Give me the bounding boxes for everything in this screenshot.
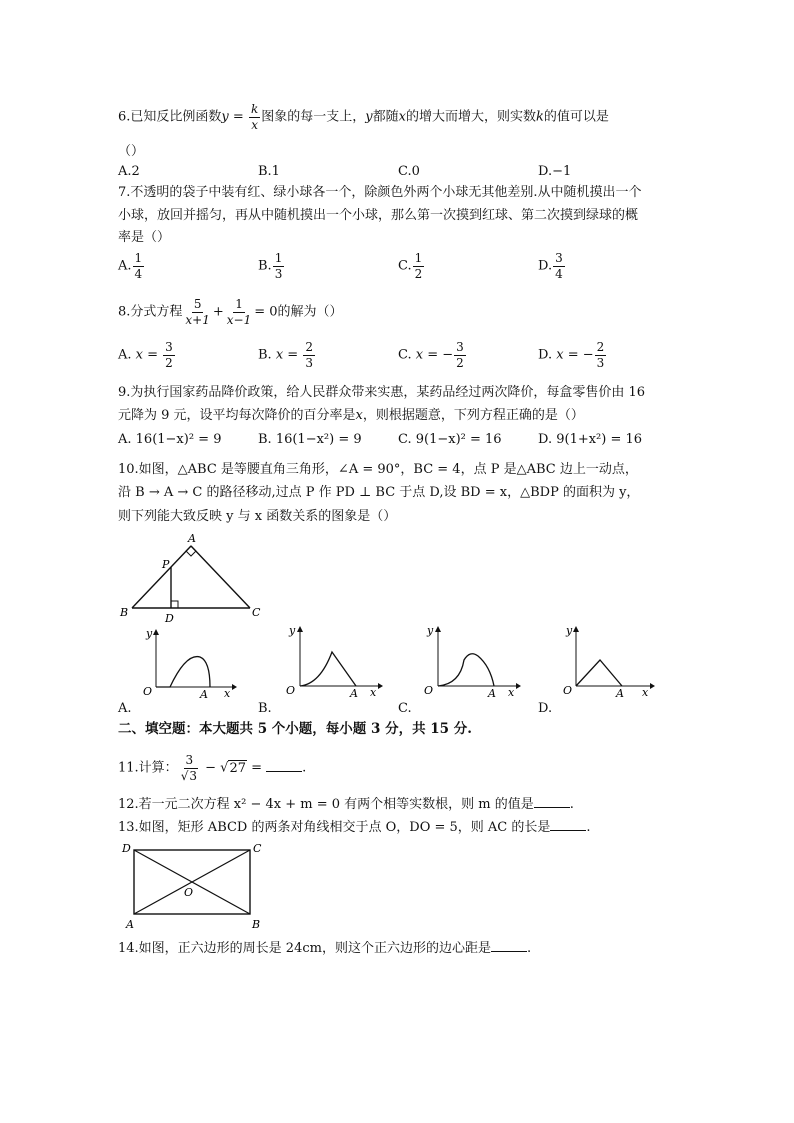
q7-line1: 7.不透明的袋子中装有红、绿小球各一个，除颜色外两个小球无其他差别.从中随机摸出一个 [118,185,642,200]
graph-b-x-label: x [370,686,377,699]
q7-option-d[interactable]: D. $\frac{3}{4}$ [538,251,563,281]
q9-option-d[interactable]: D. 9(1+x²) = 16 [538,432,643,447]
q9-option-b[interactable]: B. 16(1−x²) = 9 [258,432,362,447]
q7-option-b[interactable]: B. $\frac{1}{3}$ [258,251,283,281]
graph-b-y-label: y [289,624,296,637]
q8-option-b[interactable]: B. x = $\frac{2}{3}$ [258,340,313,370]
graph-c-y-label: y [427,624,434,637]
q6-fraction: $\frac{k}{x}$ [250,102,259,132]
q11-stem: 11.计算： $\frac{3}{√3}$ − √27 = . [118,753,307,783]
q13-stem: 13.如图，矩形 ABCD 的两条对角线相交于点 O，DO = 5，则 AC 的长是 . [118,820,591,835]
label-d: D [165,612,174,625]
q11-answer-blank[interactable] [266,761,302,772]
graph-d [558,622,658,700]
rect-label-a: A [126,918,134,930]
q10-option-b[interactable]: B. [258,701,272,716]
graph-c [418,622,523,700]
graph-a-a-label: A [200,688,208,700]
section-heading: 二、填空题：本大题共 5 个小题，每小题 3 分，共 15 分. [118,721,472,737]
q10-line3: 则下列能大致反映 y 与 x 函数关系的图象是（） [118,509,397,524]
q10-option-c[interactable]: C. [398,701,412,716]
label-c: C [252,606,261,619]
q12-answer-blank[interactable] [534,797,570,808]
q14-stem: 14.如图，正六边形的周长是 24cm，则这个正六边形的边心距是 . [118,941,532,956]
q7-line2: 小球，放回并摇匀，再从中随机摸出一个小球，那么第一次摸到红球、第二次摸到绿球的概 [118,208,639,223]
q10-option-a[interactable]: A. [118,701,132,716]
rect-label-c: C [253,842,262,855]
q9-option-a[interactable]: A. 16(1−x)² = 9 [118,432,222,447]
right-angle-mark-d [171,601,178,608]
graph-b-curve [300,652,356,686]
graph-c-origin-label: O [424,684,434,697]
label-p: P [162,558,170,571]
q8-option-d[interactable]: D. x = − $\frac{2}{3}$ [538,340,605,370]
graph-c-curve [438,654,494,686]
triangle-figure [118,530,268,625]
rect-label-b: B [252,918,261,930]
graph-a-x-label: x [224,687,231,700]
q10-line1: 10.如图，△ABC 是等腰直角三角形，∠A = 90°，BC = 4，点 P 是△ABC 边上一动点， [118,462,638,477]
q8-stem: 8.分式方程 $\frac{5}{x+1}$ + $\frac{1}{x-1}$ = 0的解为（） [118,297,343,327]
graph-c-x-label: x [508,686,515,699]
q7-line3: 率是（） [118,230,171,245]
graph-b-origin-label: O [286,684,296,697]
q6-stem: 6.已知反比例函数y = $\frac{k}{x}$ 图象的每一支上，y都随x的增大而增大，则实数k的值可以是 [118,102,609,132]
segment-ac [191,546,250,608]
q8-option-c[interactable]: C. x = − $\frac{3}{2}$ [398,340,464,370]
q10-line2: 沿 B → A → C 的路径移动,过点 P 作 PD ⊥ BC 于点 D,设 BD = x，△BDP 的面积为 y， [118,485,640,500]
q12-stem: 12.若一元二次方程 x² − 4x + m = 0 有两个相等实数根，则 m 的值是 . [118,797,574,812]
graph-c-a-label: A [488,687,496,700]
graph-a-curve [156,657,210,687]
graph-a [138,625,238,700]
graph-b [280,622,385,700]
q9-line1: 9.为执行国家药品降价政策，给人民群众带来实惠，某药品经过两次降价，每盒零售价由 16 [118,385,646,400]
graph-a-origin-label: O [143,685,153,698]
rect-label-d: D [122,842,131,855]
graph-d-origin-label: O [563,684,573,697]
segment-ba [132,546,191,608]
label-a: A [188,532,196,545]
q6-option-d[interactable]: D.−1 [538,164,572,179]
rectangle-figure [118,838,268,930]
q6-option-a[interactable]: A.2 [118,164,140,179]
graph-d-curve [576,660,622,686]
label-b: B [120,606,129,619]
q10-option-d[interactable]: D. [538,701,553,716]
q13-answer-blank[interactable] [550,820,586,831]
q14-answer-blank[interactable] [491,941,527,952]
graph-b-a-label: A [350,687,358,700]
right-angle-mark-a [186,546,196,556]
q7-option-c[interactable]: C. $\frac{1}{2}$ [398,251,423,281]
graph-d-a-label: A [616,687,624,700]
q9-line2: 元降为 9 元，设平均每次降价的百分率是x，则根据题意，下列方程正确的是（） [118,408,584,423]
rect-label-o: O [184,886,194,899]
q8-option-a[interactable]: A. x = $\frac{3}{2}$ [118,340,173,370]
graph-d-x-label: x [642,686,649,699]
q6-option-c[interactable]: C.0 [398,164,420,179]
q6-paren: （） [118,144,145,159]
q7-option-a[interactable]: A. $\frac{1}{4}$ [118,251,143,281]
q9-option-c[interactable]: C. 9(1−x)² = 16 [398,432,502,447]
graph-a-y-label: y [146,627,153,640]
q6-option-b[interactable]: B.1 [258,164,280,179]
graph-d-y-label: y [566,624,573,637]
